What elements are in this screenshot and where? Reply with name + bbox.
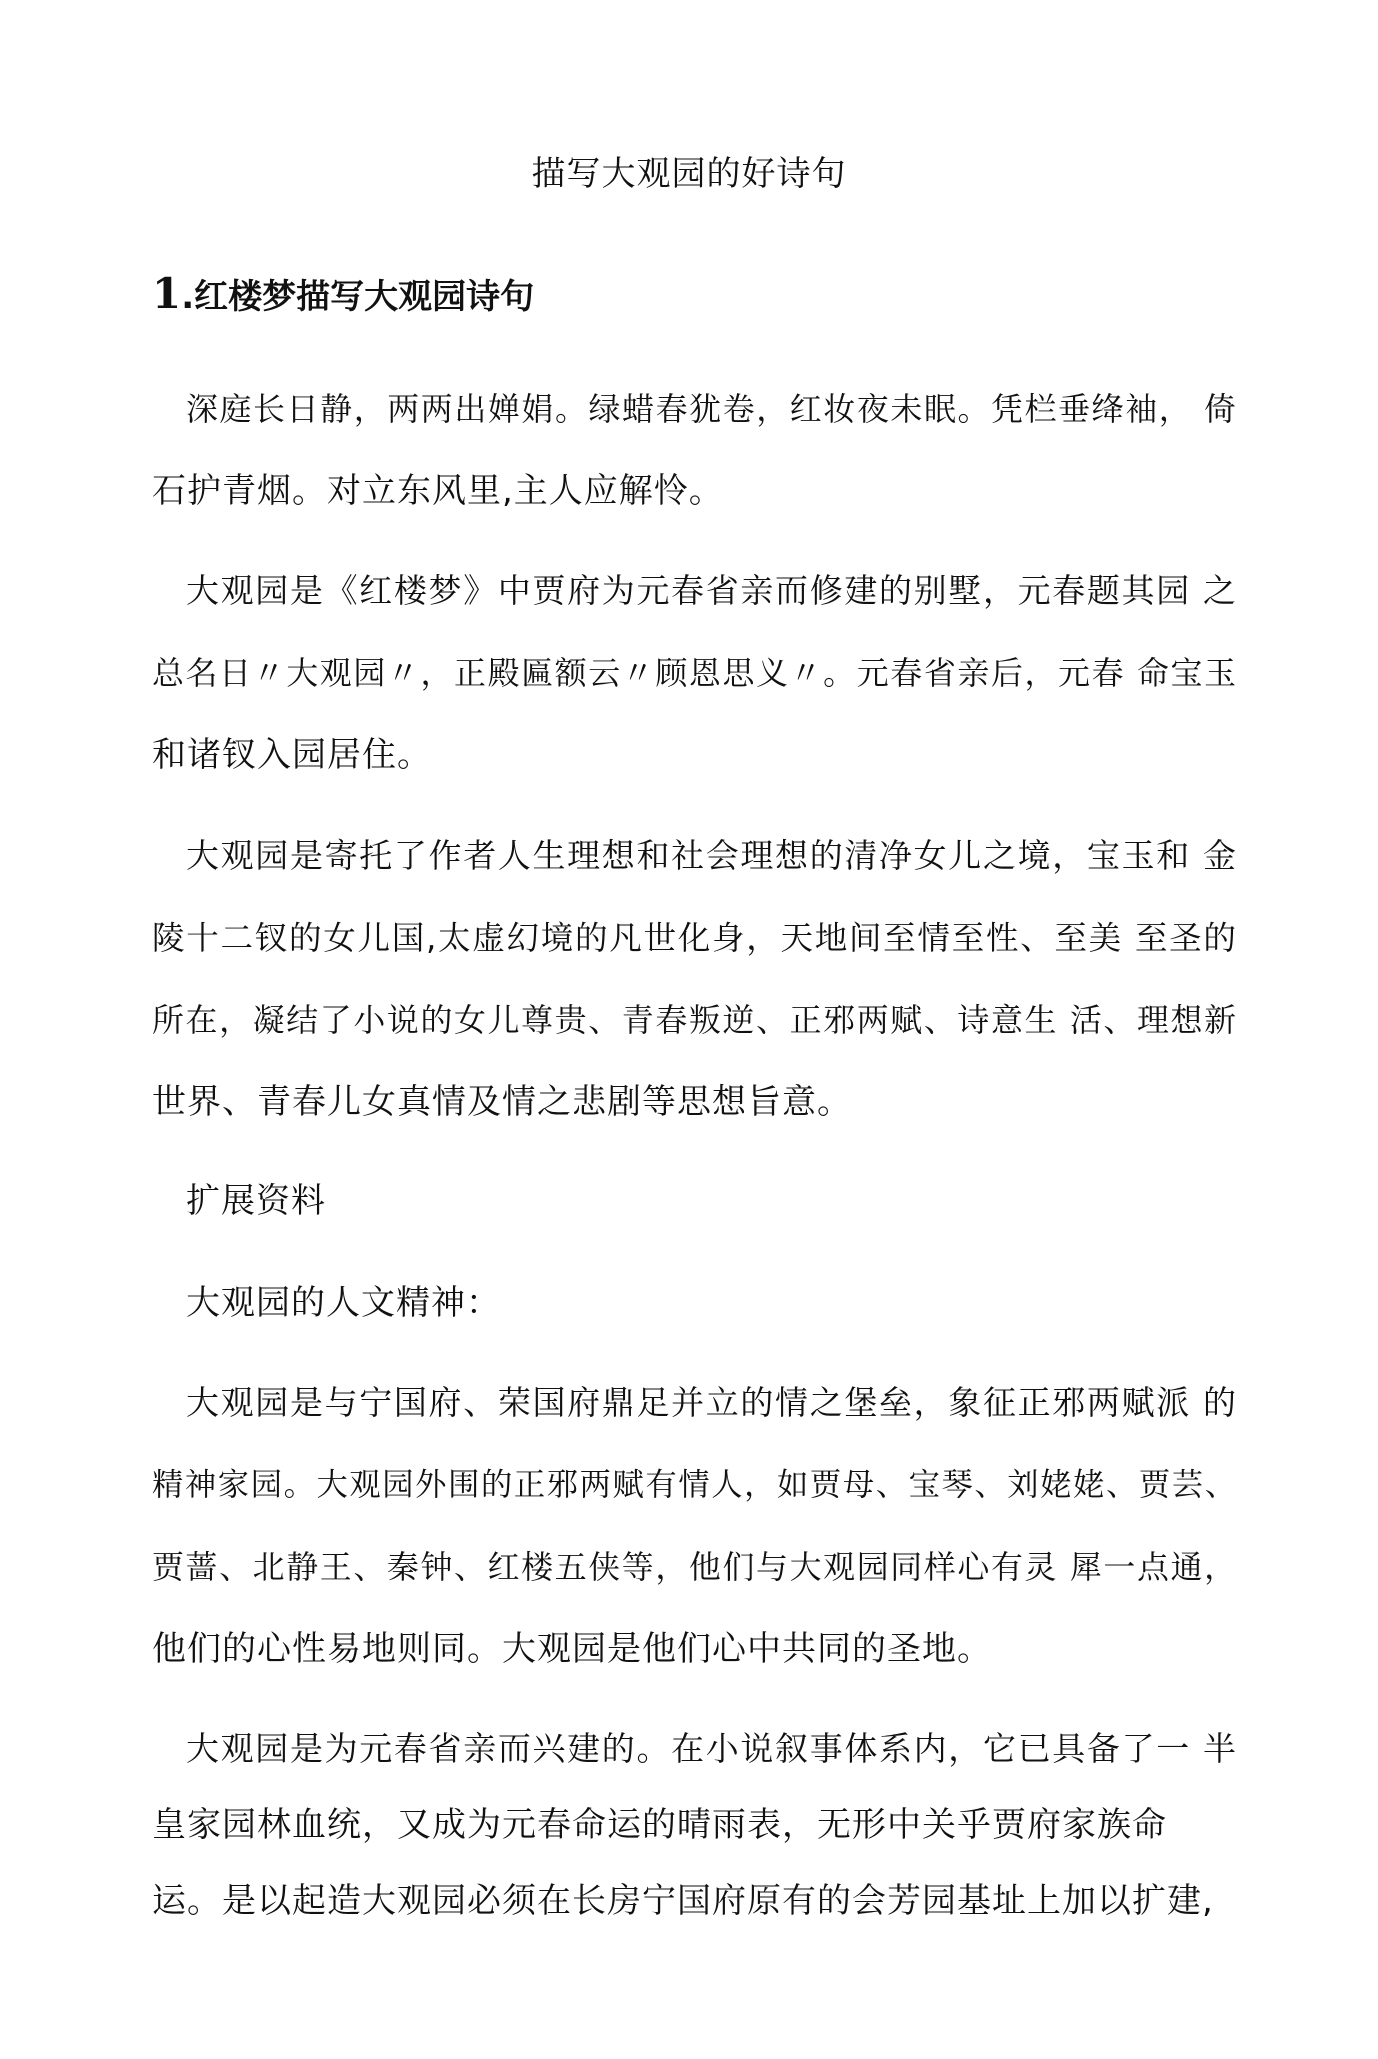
paragraph-line: 陵十二钗的女儿国,太虚幻境的凡世化身，天地间至情至性、至美 至圣的	[152, 919, 1237, 957]
paragraph-line: 大观园是为元春省亲而兴建的。在小说叙事体系内，它已具备了一 半	[186, 1729, 1237, 1768]
paragraph-line: 大观园是与宁国府、荣国府鼎足并立的情之堡垒，象征正邪两赋派 的	[186, 1383, 1237, 1422]
section-separator: .	[181, 277, 195, 317]
paragraph-extended	[152, 1160, 1237, 1242]
document-title: 描写大观园的好诗句	[531, 154, 847, 194]
paragraph-subheading	[152, 1262, 1237, 1344]
paragraph-line: 石护青烟。对立东风里,主人应解怜。	[152, 471, 724, 511]
paragraph-line: 扩展资料	[186, 1181, 326, 1221]
paragraph-intro	[152, 550, 1237, 796]
paragraph-line: 世界、青春儿女真情及情之悲剧等思想旨意。	[152, 1082, 852, 1122]
paragraph-line: 深庭长日静，两两出婵娟。绿蜡春犹卷，红妆夜未眠。凭栏垂绛袖， 倚	[186, 390, 1237, 428]
paragraph-line: 皇家园林血统，又成为元春命运的晴雨表，无形中关乎贾府家族命	[152, 1805, 1167, 1845]
paragraph-line: 总名日〃大观园〃，正殿匾额云〃顾恩思义〃。元春省亲后，元春 命宝玉	[152, 654, 1237, 692]
paragraph-line: 大观园的人文精神：	[186, 1283, 501, 1323]
paragraph-origin	[152, 1711, 1237, 1939]
section-heading	[152, 270, 534, 321]
paragraph-line: 运。是以起造大观园必须在长房宁国府原有的会芳园基址上加以扩建,	[152, 1881, 1214, 1921]
paragraph-line: 大观园是《红楼梦》中贾府为元春省亲而修建的别墅，元春题其园 之	[186, 571, 1237, 610]
paragraph-ideal	[152, 815, 1237, 1143]
paragraph-poem	[152, 368, 1237, 532]
paragraph-line: 他们的心性易地则同。大观园是他们心中共同的圣地。	[152, 1629, 992, 1669]
paragraph-line: 大观园是寄托了作者人生理想和社会理想的清净女儿之境，宝玉和 金	[186, 836, 1237, 875]
paragraph-line: 精神家园。大观园外围的正邪两赋有情人，如贾母、宝琴、刘姥姥、贾芸、	[152, 1467, 1237, 1503]
paragraph-line: 贾蔷、北静王、秦钟、红楼五侠等，他们与大观园同样心有灵 犀一点通，	[152, 1548, 1237, 1586]
section-number: 1	[152, 269, 182, 318]
section-title: 红楼梦描写大观园诗句	[194, 277, 535, 317]
paragraph-spirit	[152, 1362, 1237, 1690]
paragraph-line: 所在，凝结了小说的女儿尊贵、青春叛逆、正邪两赋、诗意生 活、理想新	[152, 1001, 1237, 1039]
paragraph-line: 和诸钗入园居住。	[152, 735, 432, 775]
